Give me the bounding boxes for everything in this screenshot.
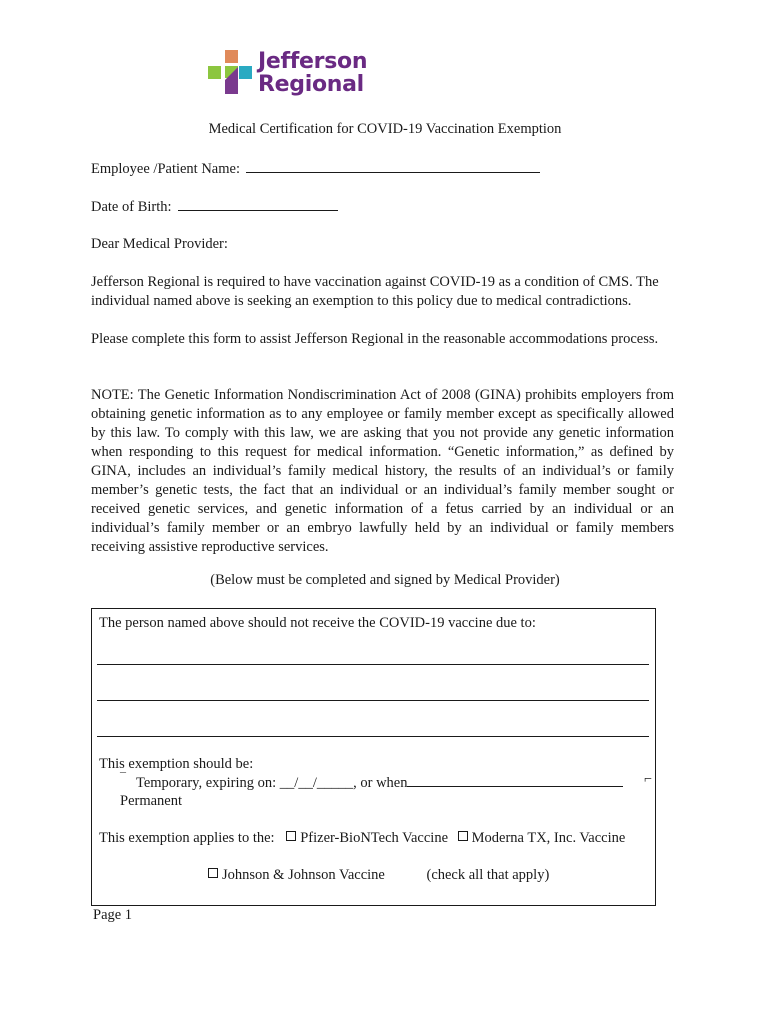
jefferson-regional-logo (208, 50, 388, 100)
name-row (91, 160, 540, 178)
temporary-condition-field[interactable] (407, 774, 623, 787)
logo-line-1: Jefferson (258, 49, 368, 74)
jj-option[interactable] (208, 867, 385, 883)
name-label: Employee /Patient Name: (91, 161, 240, 177)
permanent-label: Permanent (120, 793, 183, 809)
dob-field[interactable] (178, 198, 338, 211)
pfizer-option[interactable] (286, 830, 448, 846)
dob-label: Date of Birth: (91, 199, 172, 215)
jj-label: Johnson & Johnson Vaccine (222, 867, 385, 883)
logo-wordmark (258, 50, 367, 96)
moderna-checkbox[interactable] (458, 831, 468, 841)
instruction-paragraph: Please complete this form to assist Jefferson Regional in the reasonable accommodations process. (91, 331, 659, 347)
logo-mark-icon (208, 50, 256, 96)
salutation: Dear Medical Provider: (91, 236, 228, 252)
temporary-checkbox-icon[interactable]: ¯ (120, 770, 126, 784)
temporary-row (120, 770, 623, 792)
jj-row (208, 867, 549, 884)
jj-checkbox[interactable] (208, 868, 218, 878)
intro-paragraph: Jefferson Regional is required to have vaccination against COVID-19 as a condition of CMS. The individual named above is seeking an exemption to this policy due to medical contradictions. (91, 274, 659, 309)
permanent-checkbox-icon[interactable]: ⌐ (644, 772, 652, 787)
provider-notice: (Below must be completed and signed by Medical Provider) (210, 572, 560, 588)
check-note: (check all that apply) (426, 867, 550, 883)
reason-label: The person named above should not receive the COVID-19 vaccine due to: (99, 615, 536, 631)
name-field[interactable] (246, 160, 540, 173)
gina-note: NOTE: The Genetic Information Nondiscrimination Act of 2008 (GINA) prohibits employers from obtaining genetic information as to any employee or family member except as specifically allowed by this law. To comply with this law, we are asking that you not provide any genetic information when responding to this request for medical information. “Genetic information,” as defined by GINA, includes an individual’s family medical history, the results of an individual’s or family member’s genetic tests, the fact that an individual or an individual’s family member sought or received genetic services, and genetic information of a fetus carried by an individual or an individual’s family member or an embryo lawfully held by an individual or family members receiving assistive reproductive services. (91, 387, 674, 555)
form-title: Medical Certification for COVID-19 Vaccination Exemption (208, 121, 562, 137)
temporary-label: Temporary, expiring on: __/__/_____, or when (136, 775, 408, 791)
moderna-option[interactable] (458, 830, 626, 846)
moderna-label: Moderna TX, Inc. Vaccine (471, 830, 626, 846)
page-number: Page 1 (93, 907, 133, 923)
applies-label: This exemption applies to the: (99, 830, 275, 846)
exemption-label: This exemption should be: (99, 756, 254, 772)
pfizer-label: Pfizer-BioNTech Vaccine (300, 830, 449, 846)
reason-line-2[interactable] (97, 700, 649, 701)
reason-line-3[interactable] (97, 736, 649, 737)
dob-row (91, 198, 338, 216)
logo-line-2: Regional (258, 72, 364, 97)
reason-line-1[interactable] (97, 664, 649, 665)
applies-row (99, 830, 625, 847)
pfizer-checkbox[interactable] (286, 831, 296, 841)
